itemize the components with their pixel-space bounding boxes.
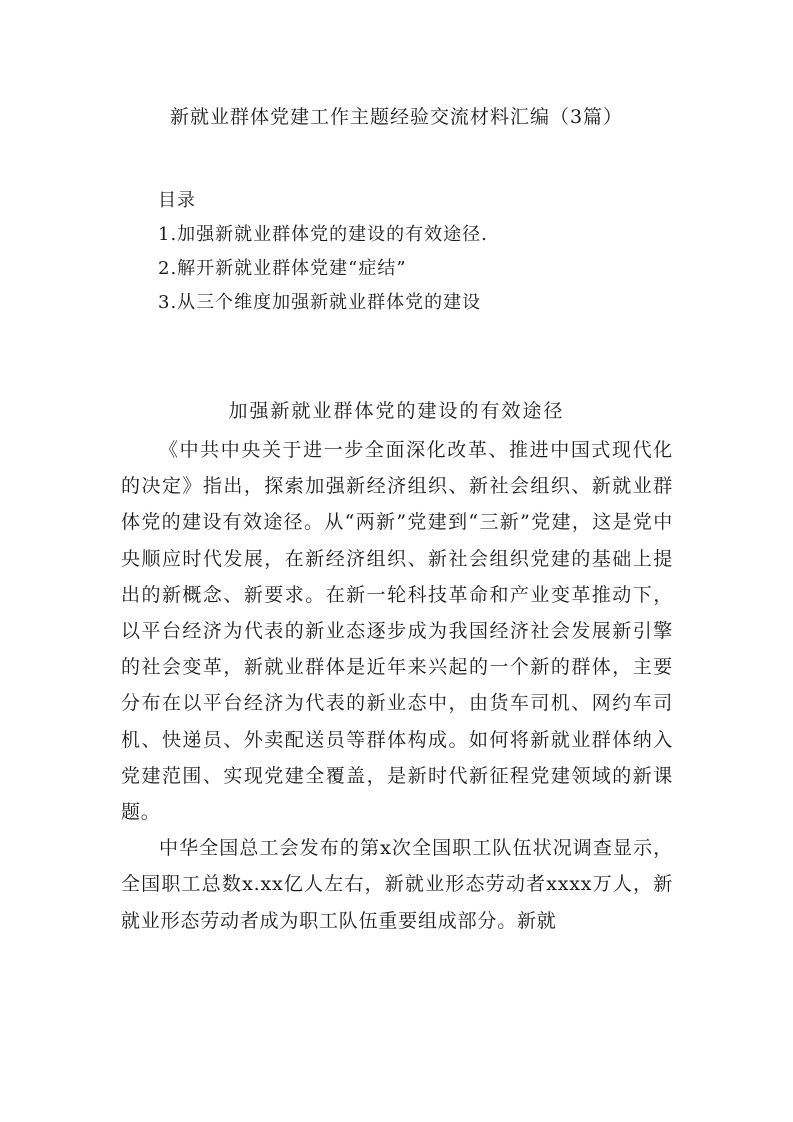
body-paragraph: 中华全国总工会发布的第x次全国职工队伍状况调查显示，全国职工总数x.xx亿人左右，新就业形态劳动者xxxx万人，新就业形态劳动者成为职工队伍重要组成部分。新就 (121, 837, 673, 932)
toc-heading: 目录 (158, 190, 196, 211)
section-title: 加强新就业群体党的建设的有效途径 (228, 400, 565, 422)
table-of-contents (158, 186, 488, 322)
toc-item: 3.从三个维度加强新就业群体党的建设 (158, 292, 482, 313)
body-paragraph: 《中共中央关于进一步全面深化改革、推进中国式现代化的决定》指出，探索加强新经济组织、新社会组织、新就业群体党的建设有效途径。从“两新”党建到“三新”党建，这是党中央顺应时代发展，在新经济组织、新社会组织党建的基础上提出的新概念、新要求。在新一轮科技革命和产业变革推动下，以平台经济为代表的新业态逐步成为我国经济社会发展新引擎的社会变革，新就业群体是近年来兴起的一个新的群体，主要分布在以平台经济为代表的新业态中，由货车司机、网约车司机、快递员、外卖配送员等群体构成。如何将新就业群体纳入党建范围、实现党建全覆盖，是新时代新征程党建领域的新课题。 (121, 439, 673, 824)
toc-item: 1.加强新就业群体党的建设的有效途径. (158, 224, 488, 245)
toc-item: 2.解开新就业群体党建“症结” (158, 258, 407, 279)
section-body (121, 432, 673, 939)
document-title: 新就业群体党建工作主题经验交流材料汇编（3篇） (169, 106, 624, 128)
